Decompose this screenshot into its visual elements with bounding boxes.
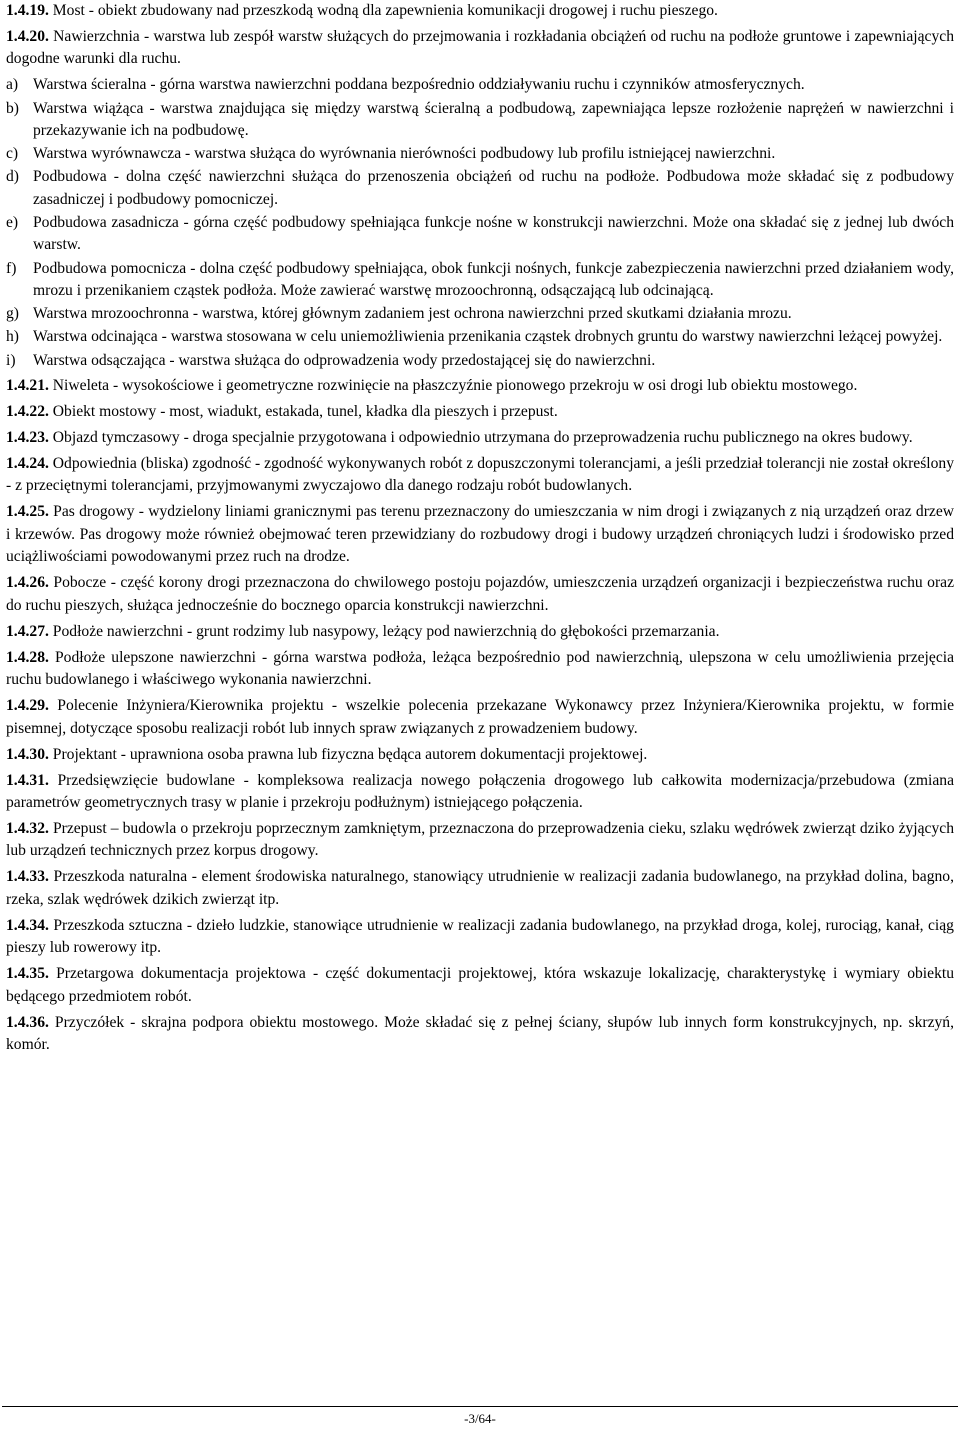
definition-1-4-30: [6, 744, 954, 766]
definition-1-4-29: [6, 695, 954, 740]
definition-1-4-36: [6, 1012, 954, 1057]
definition-1-4-35: [6, 963, 954, 1008]
definition-text: Niweleta - wysokościowe i geometryczne rozwinięcie na płaszczyźnie pionowego przekroju w osi drogi lub obiektu mostowego.: [52, 377, 858, 395]
list-item-label: b): [6, 99, 19, 117]
list-item-text: Warstwa odcinająca - warstwa stosowana w celu uniemożliwienia przenikania cząstek drobnych gruntu do warstwy nawierzchni leżącej powyżej.: [33, 328, 943, 346]
definition-1-4-28: [6, 647, 954, 692]
definition-text: Nawierzchnia - warstwa lub zespół warstw służących do przejmowania i rozkładania obciążeń od ruchu na podłoże gruntowe i zapewniających dogodne warunki dla ruchu.: [6, 28, 954, 68]
pavement-layers-list: [6, 74, 954, 372]
definition-number: 1.4.27.: [6, 622, 49, 640]
definition-number: 1.4.29.: [6, 697, 49, 715]
definition-1-4-27: [6, 621, 954, 643]
list-item: [6, 166, 954, 211]
list-item-text: Warstwa mrozoochronna - warstwa, której głównym zadaniem jest ochrona nawierzchni przed skutkami działania mrozu.: [33, 305, 792, 323]
definition-1-4-32: [6, 818, 954, 863]
list-item: [6, 143, 954, 165]
definition-number: 1.4.26.: [6, 574, 49, 592]
definition-1-4-20: [6, 26, 954, 71]
definition-text: Odpowiednia (bliska) zgodność - zgodność wykonywanych robót z dopuszczonymi tolerancjami, a jeśli przedział tolerancji nie został określony - z przeciętnymi tolerancjami, przyjmowanymi zwyczajowo dla danego rodzaju robót budowlanych.: [6, 455, 954, 495]
list-item-text: Warstwa odsączająca - warstwa służąca do odprowadzenia wody przedostającej się do nawierzchni.: [33, 351, 656, 369]
list-item-text: Podbudowa pomocnicza - dolna część podbudowy spełniająca, obok funkcji nośnych, funkcje zabezpieczenia nawierzchni przed działaniem wody, mrozu i przenikaniem cząstek podłoża. Może zawierać warstwę mrozoochronną, odsączającą lub odcinającą.: [33, 259, 954, 300]
definition-number: 1.4.25.: [6, 503, 49, 521]
definition-number: 1.4.20.: [6, 28, 49, 45]
list-item-text: Warstwa ścieralna - górna warstwa nawierzchni poddana bezpośrednio oddziaływaniu ruchu i czynników atmosferycznych.: [33, 76, 805, 94]
list-item-label: d): [6, 168, 19, 186]
definition-text: Pobocze - część korony drogi przeznaczona do chwilowego postoju pojazdów, umieszczenia urządzeń organizacji i bezpieczeństwa ruchu oraz do ruchu pieszych, służąca jednocześnie do bocznego oparcia konstrukcji nawierzchni.: [6, 574, 954, 614]
definition-number: 1.4.23.: [6, 429, 49, 447]
list-item-label: g): [6, 305, 19, 323]
list-item: [6, 212, 954, 257]
definition-number: 1.4.36.: [6, 1013, 49, 1031]
definition-text: Podłoże nawierzchni - grunt rodzimy lub nasypowy, leżący pod nawierzchnią do głębokości przemarzania.: [52, 622, 720, 640]
definition-text: Pas drogowy - wydzielony liniami granicznymi pas terenu przeznaczony do umieszczania w nim drogi i związanych z nią urządzeń oraz drzew i krzewów. Pas drogowy może również obejmować teren przewidziany do rozbudowy drogi i budowy urządzeń chroniących ludzi i środowisko przed uciążliwościami powodowanymi przez ruch na drodze.: [6, 503, 955, 566]
definition-1-4-31: [6, 770, 954, 815]
definition-text: Obiekt mostowy - most, wiadukt, estakada, tunel, kładka dla pieszych i przepust.: [52, 403, 558, 421]
definition-number: 1.4.34.: [6, 916, 49, 934]
definition-text: Przedsięwzięcie budowlane - kompleksowa realizacja nowego połączenia drogowego lub całkowita modernizacja/przebudowa (zmiana parametrów geometrycznych trasy w planie i przekroju podłużnym) istniejącego połączenia.: [6, 771, 954, 811]
page-number: -3/64-: [464, 1411, 496, 1426]
definition-number: 1.4.30.: [6, 745, 49, 763]
list-item-label: e): [6, 214, 19, 232]
list-item-label: i): [6, 351, 16, 369]
definition-1-4-33: [6, 866, 954, 911]
list-item: [6, 258, 954, 303]
definition-number: 1.4.28.: [6, 648, 49, 666]
definition-1-4-25: [6, 501, 954, 568]
definition-1-4-26: [6, 572, 954, 617]
list-item-text: Podbudowa zasadnicza - górna część podbudowy spełniająca funkcje nośne w konstrukcji nawierzchni. Może ona składać się z jednej lub dwóch warstw.: [33, 214, 954, 254]
definition-1-4-21: [6, 375, 954, 397]
footer-divider: [2, 1406, 958, 1407]
list-item-text: Warstwa wiążąca - warstwa znajdująca się między warstwą ścieralną a podbudową, zapewniająca lepsze rozłożenie naprężeń w nawierzchni i przekazywanie ich na podbudowę.: [33, 99, 954, 140]
list-item-label: a): [6, 76, 19, 94]
definition-number: 1.4.19.: [6, 2, 49, 19]
definition-text: Podłoże ulepszone nawierzchni - górna warstwa podłoża, leżąca bezpośrednio pod nawierzchnią, ulepszona w celu umożliwienia przejęcia ruchu budowlanego i właściwego wykonania nawierzchni.: [6, 648, 954, 689]
definition-number: 1.4.35.: [6, 965, 49, 983]
definition-1-4-24: [6, 453, 954, 498]
definition-text: Projektant - uprawniona osoba prawna lub fizyczna będąca autorem dokumentacji projektowej.: [52, 745, 648, 763]
definition-text: Przetargowa dokumentacja projektowa - część dokumentacji projektowej, która wskazuje lokalizację, charakterystykę i wymiary obiektu będącego przedmiotem robót.: [6, 965, 954, 1005]
definition-1-4-23: [6, 427, 954, 449]
list-item: [6, 350, 954, 372]
definition-1-4-19: [6, 0, 954, 22]
definition-text: Przeszkoda naturalna - element środowiska naturalnego, stanowiący utrudnienie w realizacji zadania budowlanego, na przykład dolina, bagno, rzeka, szlak wędrówek dzikich zwierząt itp.: [6, 868, 954, 908]
list-item-text: Podbudowa - dolna część nawierzchni służąca do przenoszenia obciążeń od ruchu na podłoże. Podbudowa może składać się z podbudowy zasadniczej i podbudowy pomocniczej.: [33, 168, 954, 208]
definition-text: Przeszkoda sztuczna - dzieło ludzkie, stanowiące utrudnienie w realizacji zadania budowlanego, na przykład droga, kolej, rurociąg, kanał, ciąg pieszy lub rowerowy itp.: [6, 916, 954, 957]
definition-number: 1.4.32.: [6, 819, 49, 837]
list-item: [6, 303, 954, 325]
list-item-label: c): [6, 145, 19, 163]
definition-number: 1.4.33.: [6, 868, 49, 886]
definition-number: 1.4.24.: [6, 455, 49, 473]
definition-number: 1.4.22.: [6, 403, 49, 421]
definition-text: Polecenie Inżyniera/Kierownika projektu - wszelkie polecenia przekazane Wykonawcy przez Inżyniera/Kierownika projektu, w formie pisemnej, dotyczące sposobu realizacji robót lub innych spraw związanych z prowadzeniem budowy.: [6, 697, 954, 737]
list-item: [6, 98, 954, 143]
definition-1-4-34: [6, 915, 954, 960]
definition-text: Most - obiekt zbudowany nad przeszkodą wodną dla zapewnienia komunikacji drogowej i ruchu pieszego.: [52, 2, 718, 19]
list-item: [6, 326, 954, 348]
definition-text: Objazd tymczasowy - droga specjalnie przygotowana i odpowiednio utrzymana do przeprowadzenia ruchu publicznego na okres budowy.: [52, 429, 913, 447]
definition-number: 1.4.31.: [6, 771, 49, 789]
definition-text: Przepust – budowla o przekroju poprzecznym zamkniętym, przeznaczona do przeprowadzenia cieku, szlaku wędrówek zwierząt dziko żyjących lub urządzeń technicznych przez korpus drogowy.: [6, 819, 954, 860]
list-item-text: Warstwa wyrównawcza - warstwa służąca do wyrównania nierówności podbudowy lub profilu istniejącej nawierzchni.: [33, 145, 776, 163]
definition-1-4-22: [6, 401, 954, 423]
definition-text: Przyczółek - skrajna podpora obiektu mostowego. Może składać się z pełnej ściany, słupów lub innych form konstrukcyjnych, np. skrzyń, komór.: [6, 1013, 954, 1053]
definition-number: 1.4.21.: [6, 377, 49, 395]
list-item: [6, 74, 954, 96]
document-body: [6, 0, 954, 1060]
list-item-label: h): [6, 328, 19, 346]
list-item-label: f): [6, 259, 17, 277]
